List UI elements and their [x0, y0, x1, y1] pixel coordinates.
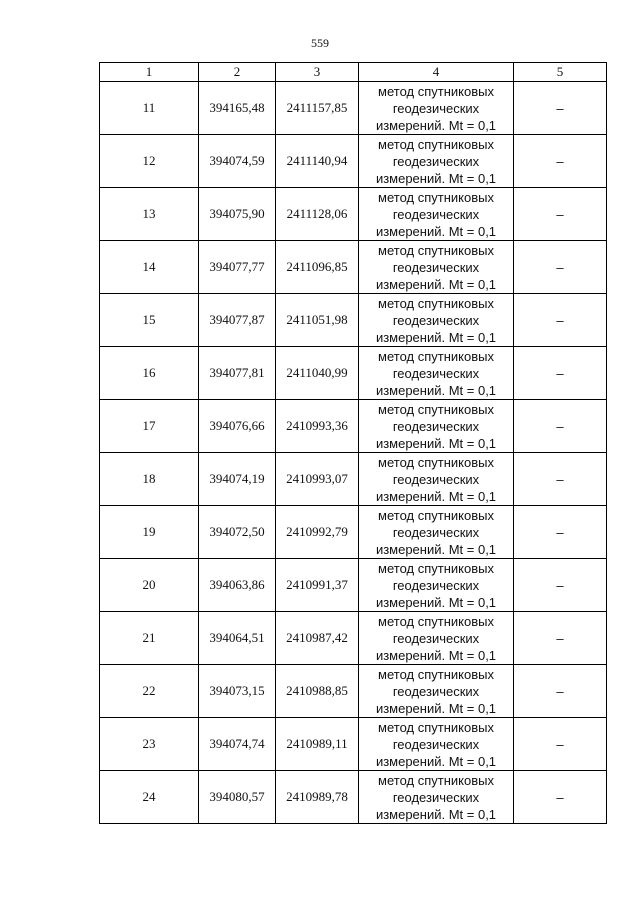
method-line: метод спутниковых — [378, 189, 494, 205]
x-coordinate-cell: 394063,86 — [199, 559, 276, 612]
method-cell — [359, 135, 514, 188]
method-cell — [359, 188, 514, 241]
method-line: измерений. Mt = 0,1 — [375, 594, 497, 610]
y-coordinate-cell: 2411140,94 — [276, 135, 359, 188]
table-row — [100, 771, 607, 824]
method-line: измерений. Mt = 0,1 — [375, 329, 497, 345]
point-number-cell: 16 — [100, 347, 199, 400]
point-number-cell: 11 — [100, 82, 199, 135]
y-coordinate-cell: 2410992,79 — [276, 506, 359, 559]
method-line: геодезических — [392, 259, 480, 275]
note-cell: – — [514, 506, 607, 559]
x-coordinate-cell: 394077,77 — [199, 241, 276, 294]
y-coordinate-cell: 2411040,99 — [276, 347, 359, 400]
method-line: измерений. Mt = 0,1 — [375, 753, 497, 769]
table-row — [100, 82, 607, 135]
note-cell: – — [514, 347, 607, 400]
method-line: метод спутниковых — [378, 401, 494, 417]
method-line: метод спутниковых — [378, 454, 494, 470]
method-line: метод спутниковых — [378, 719, 494, 735]
point-number-cell: 12 — [100, 135, 199, 188]
method-line: метод спутниковых — [378, 295, 494, 311]
note-cell: – — [514, 665, 607, 718]
y-coordinate-cell: 2411128,06 — [276, 188, 359, 241]
y-coordinate-cell: 2410993,36 — [276, 400, 359, 453]
y-coordinate-cell: 2410988,85 — [276, 665, 359, 718]
method-line: геодезических — [392, 524, 480, 540]
y-coordinate-cell: 2410989,11 — [276, 718, 359, 771]
header-cell-3: 3 — [276, 63, 359, 82]
note-cell: – — [514, 188, 607, 241]
method-line: метод спутниковых — [378, 242, 494, 258]
note-cell: – — [514, 612, 607, 665]
table-row — [100, 135, 607, 188]
y-coordinate-cell: 2411157,85 — [276, 82, 359, 135]
method-line: измерений. Mt = 0,1 — [375, 700, 497, 716]
method-line: геодезических — [392, 577, 480, 593]
method-line: геодезических — [392, 471, 480, 487]
note-cell: – — [514, 453, 607, 506]
point-number-cell: 13 — [100, 188, 199, 241]
method-line: измерений. Mt = 0,1 — [375, 117, 497, 133]
table-row — [100, 347, 607, 400]
x-coordinate-cell: 394073,15 — [199, 665, 276, 718]
method-line: измерений. Mt = 0,1 — [375, 647, 497, 663]
note-cell: – — [514, 559, 607, 612]
method-line: метод спутниковых — [378, 507, 494, 523]
header-cell-5: 5 — [514, 63, 607, 82]
method-line: геодезических — [392, 736, 480, 752]
note-cell: – — [514, 771, 607, 824]
note-cell: – — [514, 135, 607, 188]
method-line: метод спутниковых — [378, 560, 494, 576]
method-line: метод спутниковых — [378, 666, 494, 682]
point-number-cell: 22 — [100, 665, 199, 718]
x-coordinate-cell: 394165,48 — [199, 82, 276, 135]
method-line: метод спутниковых — [378, 772, 494, 788]
y-coordinate-cell: 2411096,85 — [276, 241, 359, 294]
method-cell — [359, 559, 514, 612]
method-line: измерений. Mt = 0,1 — [375, 276, 497, 292]
method-cell — [359, 665, 514, 718]
table-row — [100, 612, 607, 665]
table-row — [100, 453, 607, 506]
point-number-cell: 18 — [100, 453, 199, 506]
table-row — [100, 506, 607, 559]
method-cell — [359, 241, 514, 294]
x-coordinate-cell: 394074,74 — [199, 718, 276, 771]
point-number-cell: 14 — [100, 241, 199, 294]
x-coordinate-cell: 394064,51 — [199, 612, 276, 665]
method-cell — [359, 294, 514, 347]
x-coordinate-cell: 394074,19 — [199, 453, 276, 506]
method-cell — [359, 718, 514, 771]
header-cell-2: 2 — [199, 63, 276, 82]
point-number-cell: 21 — [100, 612, 199, 665]
method-line: геодезических — [392, 683, 480, 699]
table-row — [100, 294, 607, 347]
table-body — [100, 82, 607, 824]
table-row — [100, 188, 607, 241]
method-cell — [359, 400, 514, 453]
coordinates-table — [99, 62, 607, 824]
x-coordinate-cell: 394074,59 — [199, 135, 276, 188]
method-line: измерений. Mt = 0,1 — [375, 541, 497, 557]
table-row — [100, 241, 607, 294]
point-number-cell: 19 — [100, 506, 199, 559]
y-coordinate-cell: 2410993,07 — [276, 453, 359, 506]
method-line: геодезических — [392, 630, 480, 646]
table-header — [100, 63, 607, 82]
point-number-cell: 24 — [100, 771, 199, 824]
point-number-cell: 17 — [100, 400, 199, 453]
method-line: метод спутниковых — [378, 136, 494, 152]
method-cell — [359, 771, 514, 824]
table-row — [100, 718, 607, 771]
method-line: измерений. Mt = 0,1 — [375, 488, 497, 504]
x-coordinate-cell: 394077,87 — [199, 294, 276, 347]
method-line: метод спутниковых — [378, 613, 494, 629]
note-cell: – — [514, 241, 607, 294]
method-line: геодезических — [392, 100, 480, 116]
note-cell: – — [514, 400, 607, 453]
x-coordinate-cell: 394076,66 — [199, 400, 276, 453]
method-cell — [359, 612, 514, 665]
method-line: измерений. Mt = 0,1 — [375, 435, 497, 451]
x-coordinate-cell: 394080,57 — [199, 771, 276, 824]
page-number: 559 — [311, 36, 329, 50]
point-number-cell: 15 — [100, 294, 199, 347]
method-cell — [359, 453, 514, 506]
note-cell: – — [514, 82, 607, 135]
method-line: метод спутниковых — [378, 83, 494, 99]
y-coordinate-cell: 2411051,98 — [276, 294, 359, 347]
method-line: геодезических — [392, 418, 480, 434]
y-coordinate-cell: 2410991,37 — [276, 559, 359, 612]
method-cell — [359, 347, 514, 400]
table-row — [100, 665, 607, 718]
x-coordinate-cell: 394075,90 — [199, 188, 276, 241]
y-coordinate-cell: 2410987,42 — [276, 612, 359, 665]
method-line: измерений. Mt = 0,1 — [375, 223, 497, 239]
table-row — [100, 400, 607, 453]
method-line: метод спутниковых — [378, 348, 494, 364]
point-number-cell: 20 — [100, 559, 199, 612]
point-number-cell: 23 — [100, 718, 199, 771]
note-cell: – — [514, 718, 607, 771]
y-coordinate-cell: 2410989,78 — [276, 771, 359, 824]
method-line: геодезических — [392, 789, 480, 805]
method-line: измерений. Mt = 0,1 — [375, 382, 497, 398]
x-coordinate-cell: 394072,50 — [199, 506, 276, 559]
method-line: геодезических — [392, 312, 480, 328]
header-row — [100, 63, 607, 82]
table-row — [100, 559, 607, 612]
method-line: геодезических — [392, 206, 480, 222]
header-cell-1: 1 — [100, 63, 199, 82]
note-cell: – — [514, 294, 607, 347]
method-line: измерений. Mt = 0,1 — [375, 170, 497, 186]
x-coordinate-cell: 394077,81 — [199, 347, 276, 400]
method-line: геодезических — [392, 153, 480, 169]
method-cell — [359, 506, 514, 559]
method-cell — [359, 82, 514, 135]
method-line: измерений. Mt = 0,1 — [375, 806, 497, 822]
header-cell-4: 4 — [359, 63, 514, 82]
method-line: геодезических — [392, 365, 480, 381]
